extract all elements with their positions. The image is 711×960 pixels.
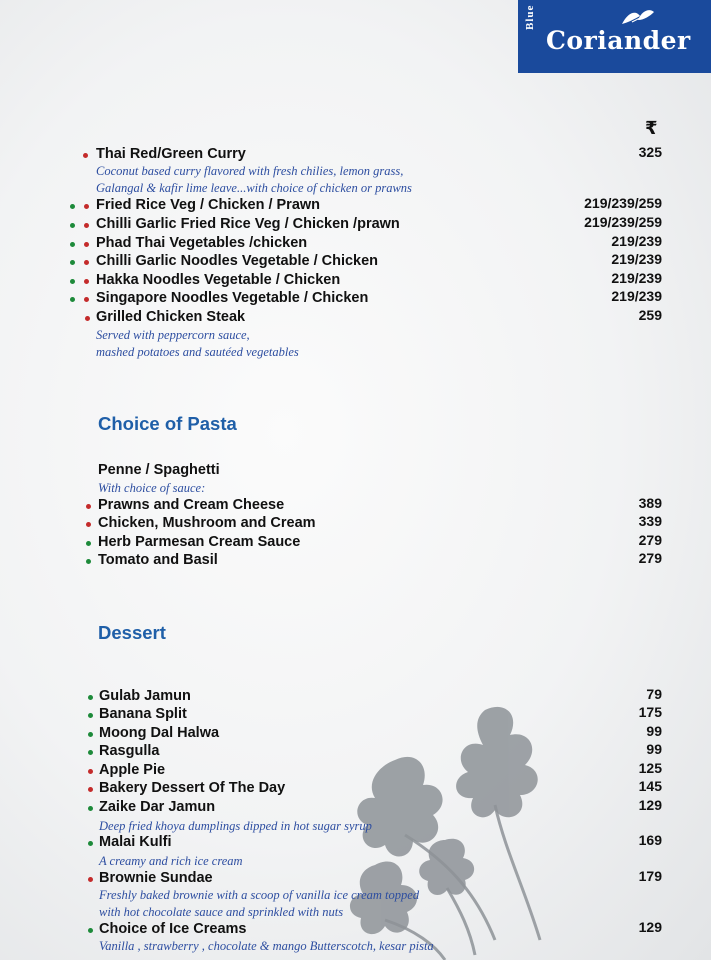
veg-dot-icon — [88, 806, 93, 811]
list-item — [0, 743, 711, 761]
list-item — [0, 706, 711, 724]
pasta-subtitle: Penne / Spaghetti — [98, 462, 220, 478]
item-name: Fried Rice Veg / Chicken / Prawn — [96, 197, 321, 213]
item-name: Chicken, Mushroom and Cream — [98, 515, 316, 531]
item-description: A creamy and rich ice cream — [99, 854, 243, 868]
nonveg-dot-icon — [88, 769, 93, 774]
item-description: Freshly baked brownie with a scoop of vanilla ice cream topped — [99, 888, 420, 902]
pasta-subdescription: With choice of sauce: — [98, 481, 206, 495]
list-item — [0, 146, 711, 164]
veg-dot-icon — [70, 279, 75, 284]
list-item — [0, 497, 711, 515]
item-description: mashed potatoes and sautéed vegetables — [96, 345, 299, 359]
item-description: Coconut based curry flavored with fresh chilies, lemon grass, — [96, 164, 404, 178]
item-name: Hakka Noodles Vegetable / Chicken — [96, 272, 341, 288]
veg-dot-icon — [88, 750, 93, 755]
nonveg-dot-icon — [86, 504, 91, 509]
item-name: Bakery Dessert Of The Day — [99, 780, 286, 796]
nonveg-dot-icon — [84, 297, 89, 302]
brand-logo — [518, 0, 711, 73]
item-name: Gulab Jamun — [99, 688, 191, 704]
item-price: 169 — [638, 832, 662, 848]
list-item — [0, 780, 711, 798]
item-name: Brownie Sundae — [99, 870, 213, 886]
list-item — [0, 515, 711, 533]
brand-small-text: Blue — [524, 4, 536, 30]
item-name: Apple Pie — [99, 762, 166, 778]
item-price: 99 — [646, 723, 662, 739]
list-item — [0, 552, 711, 570]
list-item — [0, 197, 711, 215]
veg-dot-icon — [88, 732, 93, 737]
currency-symbol: ₹ — [645, 118, 658, 139]
nonveg-dot-icon — [88, 787, 93, 792]
veg-dot-icon — [88, 841, 93, 846]
veg-dot-icon — [88, 695, 93, 700]
item-price: 219/239/259 — [584, 214, 662, 230]
nonveg-dot-icon — [84, 260, 89, 265]
item-description: Vanilla , strawberry , chocolate & mango Butterscotch, kesar pista — [99, 939, 434, 953]
item-price: 219/239/259 — [584, 195, 662, 211]
veg-dot-icon — [86, 541, 91, 546]
list-item — [0, 834, 711, 852]
item-price: 325 — [638, 144, 662, 160]
list-item — [0, 235, 711, 253]
item-description: with hot chocolate sauce and sprinkled with nuts — [99, 905, 344, 919]
item-name: Malai Kulfi — [99, 834, 172, 850]
item-price: 145 — [638, 778, 662, 794]
list-item — [0, 799, 711, 817]
item-price: 219/239 — [611, 288, 662, 304]
item-name: Chilli Garlic Noodles Vegetable / Chicken — [96, 253, 379, 269]
item-price: 99 — [646, 741, 662, 757]
coriander-leaf-icon — [618, 6, 658, 28]
nonveg-dot-icon — [84, 242, 89, 247]
veg-dot-icon — [70, 297, 75, 302]
nonveg-dot-icon — [85, 316, 90, 321]
item-price: 279 — [638, 550, 662, 566]
item-name: Banana Split — [99, 706, 187, 722]
item-price: 219/239 — [611, 233, 662, 249]
item-price: 129 — [638, 797, 662, 813]
item-price: 125 — [638, 760, 662, 776]
nonveg-dot-icon — [84, 223, 89, 228]
item-name: Choice of Ice Creams — [99, 921, 247, 937]
section-title-pasta: Choice of Pasta — [98, 413, 237, 434]
nonveg-dot-icon — [86, 522, 91, 527]
item-price: 389 — [638, 495, 662, 511]
brand-name: Coriander — [546, 26, 691, 55]
nonveg-dot-icon — [84, 279, 89, 284]
nonveg-dot-icon — [88, 877, 93, 882]
nonveg-dot-icon — [83, 153, 88, 158]
item-price: 259 — [638, 307, 662, 323]
veg-dot-icon — [88, 713, 93, 718]
item-name: Grilled Chicken Steak — [96, 309, 246, 325]
item-price: 279 — [638, 532, 662, 548]
item-description: Deep fried khoya dumplings dipped in hot sugar syrup — [99, 819, 372, 833]
list-item — [0, 534, 711, 552]
list-item — [0, 290, 711, 308]
item-name: Moong Dal Halwa — [99, 725, 220, 741]
item-name: Zaike Dar Jamun — [99, 799, 216, 815]
item-name: Herb Parmesan Cream Sauce — [98, 534, 301, 550]
item-price: 79 — [646, 686, 662, 702]
item-name: Chilli Garlic Fried Rice Veg / Chicken /prawn — [96, 216, 400, 232]
list-item — [0, 921, 711, 939]
list-item — [0, 309, 711, 327]
veg-dot-icon — [86, 559, 91, 564]
veg-dot-icon — [70, 223, 75, 228]
list-item — [0, 870, 711, 888]
list-item — [0, 688, 711, 706]
veg-dot-icon — [88, 928, 93, 933]
list-item — [0, 762, 711, 780]
item-description: Served with peppercorn sauce, — [96, 328, 250, 342]
list-item — [0, 253, 711, 271]
list-item — [0, 725, 711, 743]
item-price: 339 — [638, 513, 662, 529]
section-title-dessert: Dessert — [98, 622, 166, 643]
item-name: Thai Red/Green Curry — [96, 146, 246, 162]
nonveg-dot-icon — [84, 204, 89, 209]
item-name: Tomato and Basil — [98, 552, 218, 568]
veg-dot-icon — [70, 242, 75, 247]
item-price: 179 — [638, 868, 662, 884]
item-name: Rasgulla — [99, 743, 160, 759]
item-name: Prawns and Cream Cheese — [98, 497, 285, 513]
list-item — [0, 216, 711, 234]
item-price: 129 — [638, 919, 662, 935]
item-price: 175 — [638, 704, 662, 720]
item-price: 219/239 — [611, 270, 662, 286]
veg-dot-icon — [70, 260, 75, 265]
item-name: Singapore Noodles Vegetable / Chicken — [96, 290, 369, 306]
item-name: Phad Thai Vegetables /chicken — [96, 235, 308, 251]
veg-dot-icon — [70, 204, 75, 209]
item-price: 219/239 — [611, 251, 662, 267]
list-item — [0, 272, 711, 290]
item-description: Galangal & kafir lime leave...with choice of chicken or prawns — [96, 181, 412, 195]
